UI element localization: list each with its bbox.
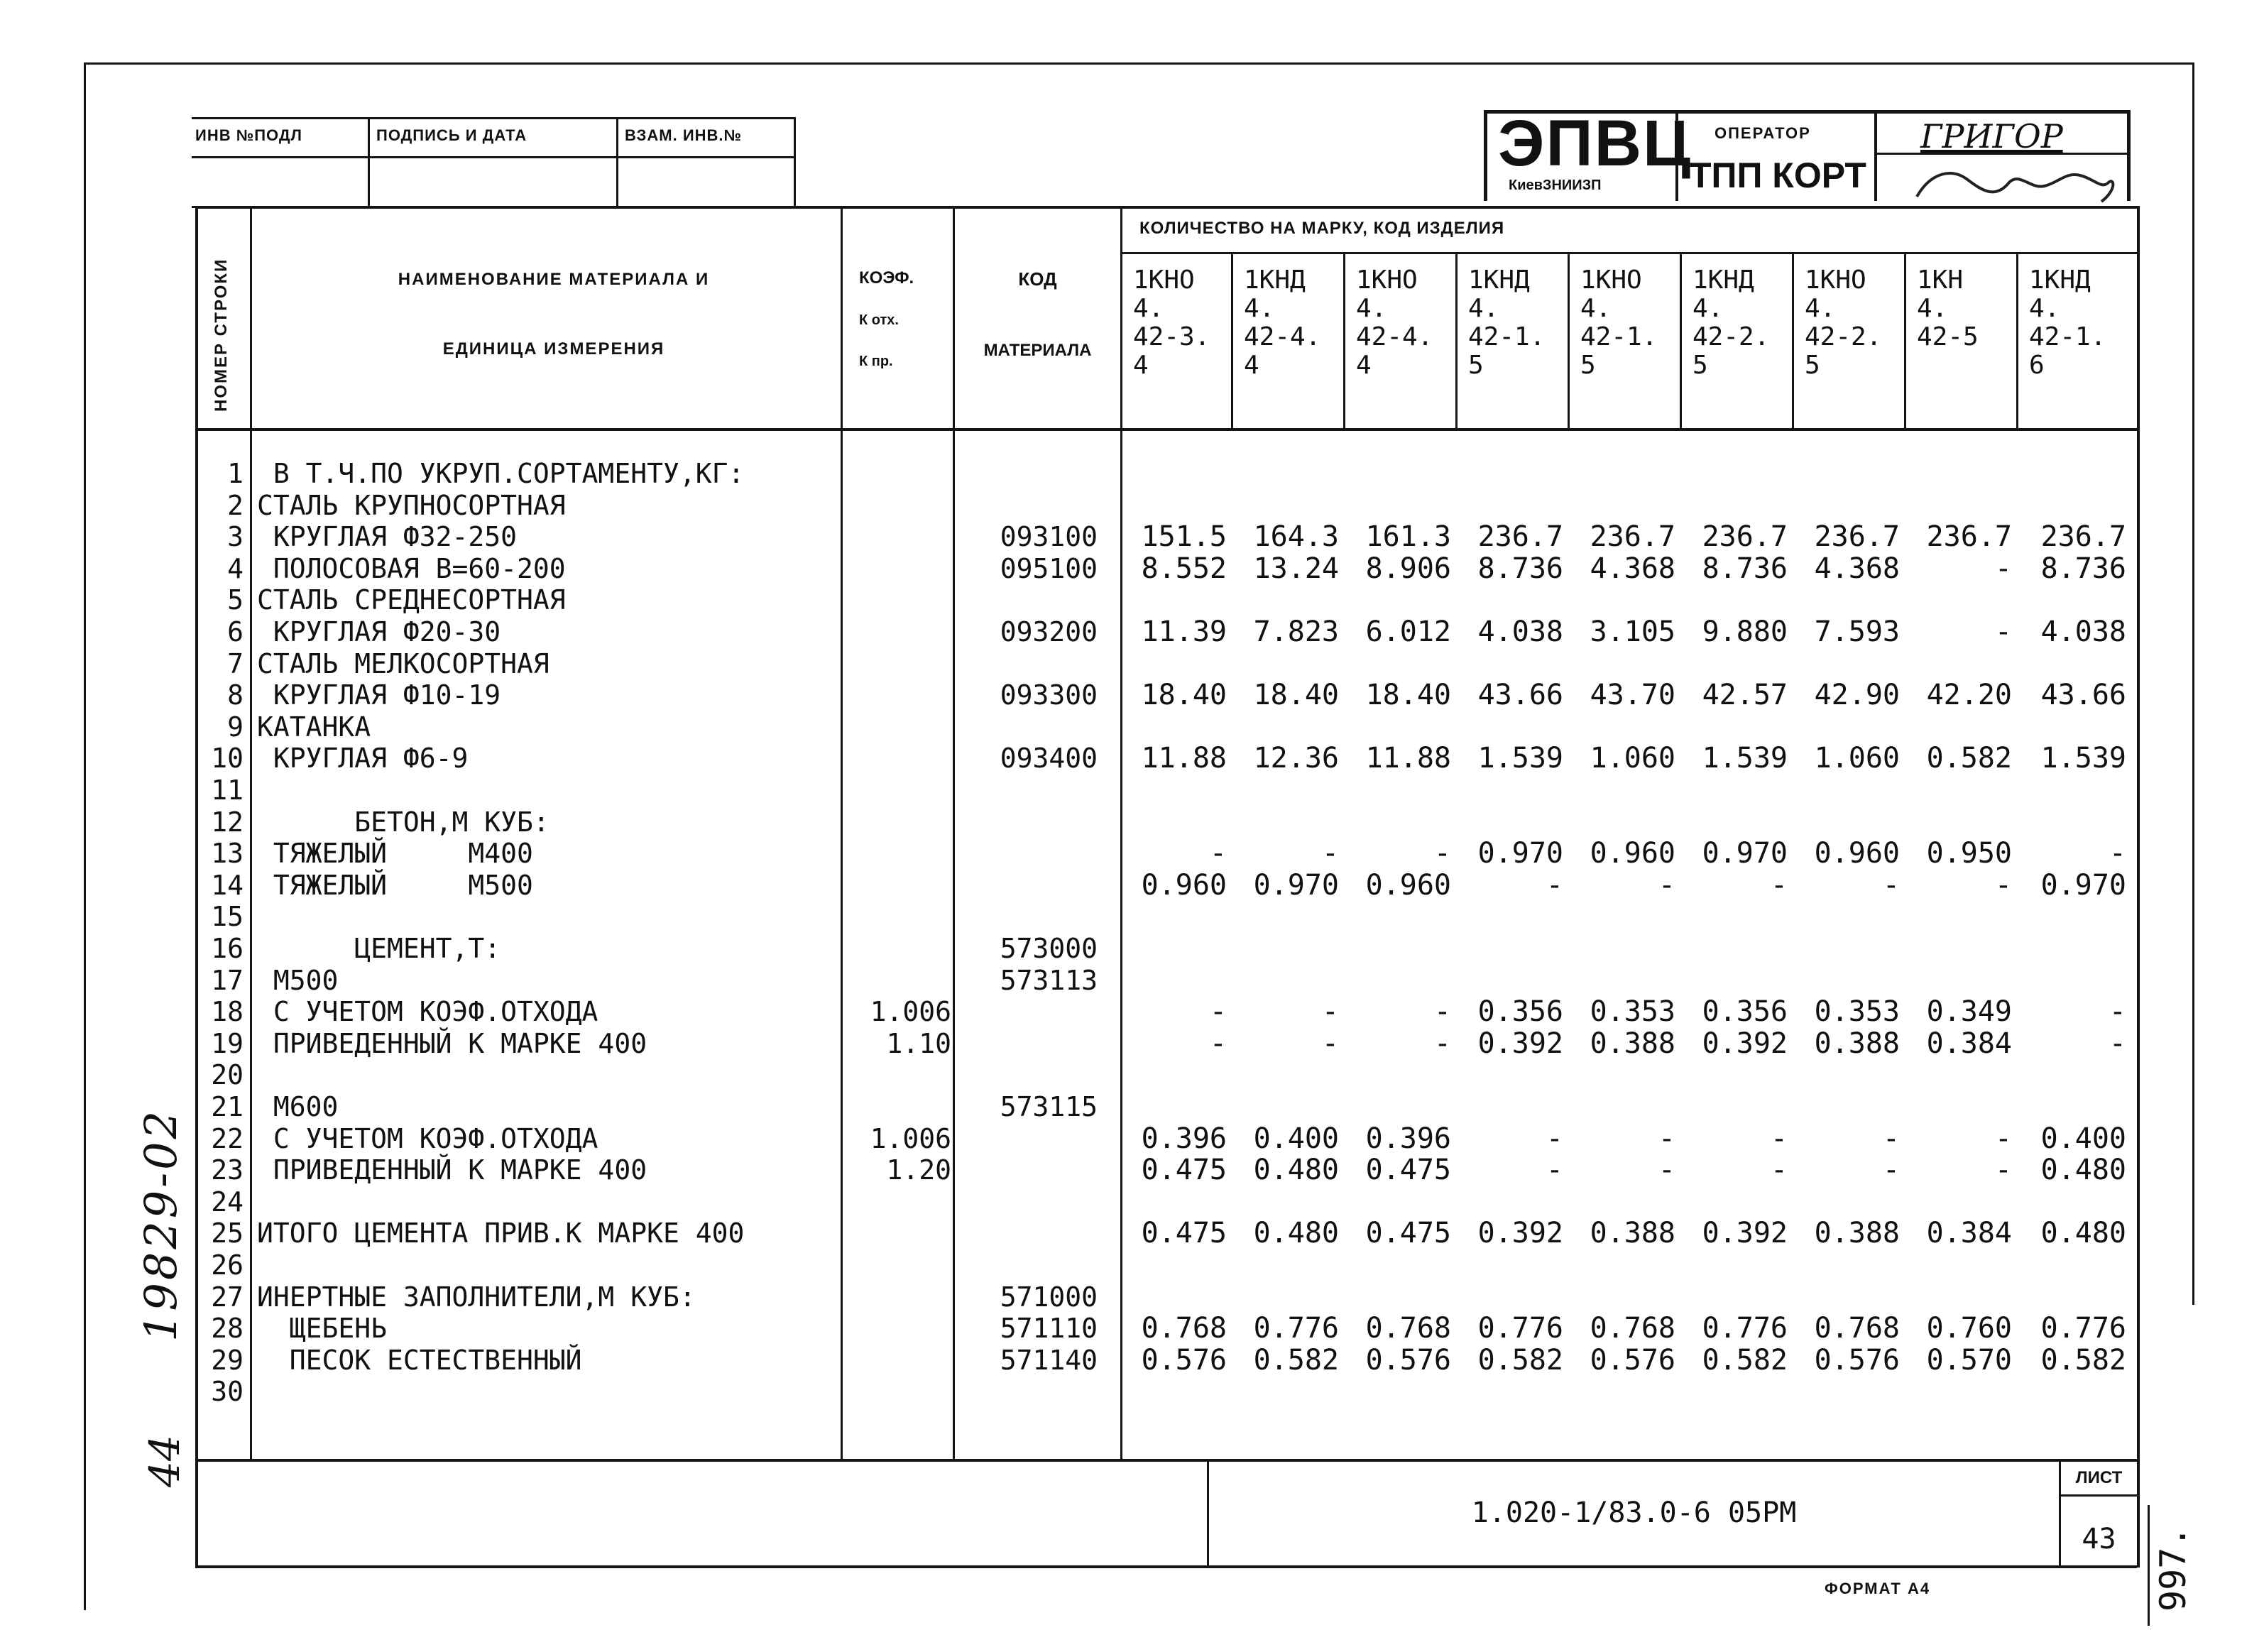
header-material-line2: ЕДИНИЦА ИЗМЕРЕНИЯ (442, 339, 665, 359)
material-name: ПРИВЕДЕННЫЙ К МАРКЕ 400 (257, 1154, 647, 1186)
material-name: ПРИВЕДЕННЫЙ К МАРКЕ 400 (257, 1028, 647, 1059)
quantity-value: 0.950 (1926, 837, 2012, 870)
department-name: ТПП КОРТ (1690, 155, 1866, 195)
header-code-line1: КОД (1018, 268, 1057, 290)
quantity-value: 11.88 (1365, 742, 1451, 775)
quantity-value: 0.392 (1702, 1217, 1788, 1249)
material-name: ИТОГО ЦЕМЕНТА ПРИВ.К МАРКЕ 400 (257, 1218, 745, 1249)
koef-value: 1.006 (870, 1123, 951, 1154)
material-code: 571140 (1000, 1345, 1098, 1376)
quantity-value: 18.40 (1365, 679, 1451, 711)
row-number: 23 (211, 1154, 244, 1186)
row-number: 3 (227, 521, 244, 552)
material-name: ТЯЖЕЛЫЙ М500 (257, 870, 533, 901)
material-name: М500 (257, 965, 339, 996)
row-number: 13 (211, 838, 244, 869)
material-code: 093400 (1000, 743, 1098, 774)
org-logo: ЭПВЦ (1498, 107, 1692, 180)
row-number: 16 (211, 933, 244, 964)
quantity-value: 6.012 (1365, 616, 1451, 648)
quantity-value: - (2109, 995, 2126, 1028)
org-logo-sub: КиевЗНИИЗП (1509, 177, 1602, 193)
quantity-value: - (1433, 837, 1451, 870)
quantity-value: - (1994, 1122, 2012, 1155)
row-number: 30 (211, 1376, 244, 1407)
quantity-value: 0.480 (2040, 1154, 2126, 1186)
quantity-value: 1.539 (1702, 742, 1788, 775)
quantity-value: 1.060 (1814, 742, 1900, 775)
operator-label: ОПЕРАТОР (1715, 124, 1811, 142)
quantity-value: 0.475 (1141, 1217, 1227, 1249)
row-number: 10 (211, 743, 244, 774)
quantity-value: 8.552 (1141, 552, 1227, 585)
quantity-value: - (1994, 869, 2012, 902)
row-number: 1 (227, 458, 244, 489)
quantity-value: 42.20 (1926, 679, 2012, 711)
quantity-value: 0.384 (1926, 1027, 2012, 1060)
quantity-value: 0.384 (1926, 1217, 2012, 1249)
quantity-value: 0.576 (1141, 1344, 1227, 1377)
quantity-value: - (1658, 1122, 1675, 1155)
koef-value: 1.006 (870, 996, 951, 1027)
material-name: В Т.Ч.ПО УКРУП.СОРТАМЕНТУ,КГ: (257, 458, 745, 489)
quantity-value: 0.396 (1365, 1122, 1451, 1155)
row-number: 15 (211, 901, 244, 932)
quantity-value: 8.736 (1477, 552, 1563, 585)
quantity-value: 42.57 (1702, 679, 1788, 711)
quantity-value: 0.768 (1814, 1312, 1900, 1345)
quantity-value: 0.570 (1926, 1344, 2012, 1377)
quantity-value: 164.3 (1253, 520, 1339, 553)
material-name: ЦЕМЕНТ,Т: (257, 933, 501, 964)
row-number: 8 (227, 679, 244, 711)
quantity-value: 0.392 (1702, 1027, 1788, 1060)
row-number: 4 (227, 553, 244, 584)
quantity-value: 12.36 (1253, 742, 1339, 775)
quantity-value: 0.388 (1814, 1217, 1900, 1249)
quantity-value: 236.7 (1926, 520, 2012, 553)
quantity-value: 0.353 (1814, 995, 1900, 1028)
quantity-value: 0.356 (1477, 995, 1563, 1028)
quantity-value: - (1433, 1027, 1451, 1060)
quantity-value: 11.88 (1141, 742, 1227, 775)
quantity-value: 0.776 (1477, 1312, 1563, 1345)
quantity-value: 0.776 (1253, 1312, 1339, 1345)
outer-frame-left (84, 62, 86, 1610)
material-code: 093200 (1000, 616, 1098, 647)
material-name: С УЧЕТОМ КОЭФ.ОТХОДА (257, 996, 598, 1027)
quantity-value: 0.475 (1365, 1154, 1451, 1186)
quantity-value: 1.539 (1477, 742, 1563, 775)
quantity-value: 0.768 (1365, 1312, 1451, 1345)
header-quantity-title: КОЛИЧЕСТВО НА МАРКУ, КОД ИЗДЕЛИЯ (1139, 219, 1505, 238)
outer-frame-right (2192, 62, 2194, 1305)
quantity-value: 0.960 (1814, 837, 1900, 870)
quantity-value: 0.582 (1477, 1344, 1563, 1377)
format-label: ФОРМАТ А4 (1825, 1580, 1931, 1597)
quantity-value: 0.480 (1253, 1217, 1339, 1249)
stamp-podpis-data: ПОДПИСЬ И ДАТА (376, 126, 527, 144)
quantity-value: 0.475 (1365, 1217, 1451, 1249)
quantity-value: 3.105 (1590, 616, 1675, 648)
quantity-value: - (2109, 1027, 2126, 1060)
quantity-value: 0.576 (1814, 1344, 1900, 1377)
quantity-value: 0.582 (1926, 742, 2012, 775)
quantity-value: 0.356 (1702, 995, 1788, 1028)
sheet-number: 43 (2082, 1523, 2116, 1555)
koef-value: 1.20 (886, 1154, 951, 1186)
material-code: 571000 (1000, 1281, 1098, 1313)
header-material-line1: НАИМЕНОВАНИЕ МАТЕРИАЛА И (398, 270, 710, 289)
quantity-value: - (1994, 616, 2012, 648)
material-name: КРУГЛАЯ Ф32-250 (257, 521, 518, 552)
row-number: 28 (211, 1313, 244, 1344)
material-name: ПОЛОСОВАЯ В=60-200 (257, 553, 566, 584)
quantity-value: 0.760 (1926, 1312, 2012, 1345)
header-koef-line2: К отх. (859, 312, 899, 328)
material-name: КРУГЛАЯ Ф20-30 (257, 616, 501, 647)
quantity-value: - (1658, 1154, 1675, 1186)
quantity-value: 4.368 (1590, 552, 1675, 585)
row-number: 11 (211, 775, 244, 806)
quantity-value: - (1882, 869, 1900, 902)
outer-frame-top (84, 62, 2192, 65)
quantity-value: - (1321, 837, 1339, 870)
quantity-value: 43.70 (1590, 679, 1675, 711)
quantity-value: - (1321, 1027, 1339, 1060)
quantity-value: 0.970 (1702, 837, 1788, 870)
quantity-value: 4.038 (2040, 616, 2126, 648)
quantity-value: - (1546, 1154, 1563, 1186)
row-number: 18 (211, 996, 244, 1027)
quantity-value: 4.038 (1477, 616, 1563, 648)
quantity-value: 0.970 (1477, 837, 1563, 870)
material-code: 095100 (1000, 553, 1098, 584)
header-koef-line3: К пр. (859, 354, 893, 369)
material-code: 093100 (1000, 521, 1098, 552)
quantity-value: 8.906 (1365, 552, 1451, 585)
row-number: 6 (227, 616, 244, 647)
row-number: 25 (211, 1218, 244, 1249)
quantity-value: 0.475 (1141, 1154, 1227, 1186)
quantity-value: 0.776 (1702, 1312, 1788, 1345)
quantity-value: 8.736 (1702, 552, 1788, 585)
quantity-value: 161.3 (1365, 520, 1451, 553)
quantity-value: 236.7 (1814, 520, 1900, 553)
quantity-value: 0.400 (1253, 1122, 1339, 1155)
quantity-value: 0.960 (1590, 837, 1675, 870)
quantity-value: 1.060 (1590, 742, 1675, 775)
quantity-value: 1.539 (2040, 742, 2126, 775)
row-number: 19 (211, 1028, 244, 1059)
quantity-value: 0.396 (1141, 1122, 1227, 1155)
quantity-value: 8.736 (2040, 552, 2126, 585)
row-number: 20 (211, 1059, 244, 1090)
material-name: ИНЕРТНЫЕ ЗАПОЛНИТЕЛИ,М КУБ: (257, 1281, 696, 1313)
row-number: 21 (211, 1091, 244, 1122)
quantity-value: 236.7 (2040, 520, 2126, 553)
quantity-value: 0.970 (2040, 869, 2126, 902)
quantity-value: 0.960 (1141, 869, 1227, 902)
quantity-value: 0.388 (1590, 1217, 1675, 1249)
quantity-value: 151.5 (1141, 520, 1227, 553)
material-name: КРУГЛАЯ Ф6-9 (257, 743, 469, 774)
document-code: 1.020-1/83.0-6 05РМ (1471, 1497, 1797, 1529)
quantity-value: 42.90 (1814, 679, 1900, 711)
row-number: 29 (211, 1345, 244, 1376)
quantity-value: - (1321, 995, 1339, 1028)
quantity-value: 236.7 (1590, 520, 1675, 553)
sheet-label: ЛИСТ (2075, 1468, 2123, 1487)
quantity-value: 0.768 (1590, 1312, 1675, 1345)
material-name: М600 (257, 1091, 339, 1122)
material-name: БЕТОН,М КУБ: (257, 806, 549, 838)
row-number: 2 (227, 490, 244, 521)
koef-value: 1.10 (886, 1028, 951, 1059)
quantity-value: 0.582 (2040, 1344, 2126, 1377)
row-number: 14 (211, 870, 244, 901)
header-koef-line1: КОЭФ. (859, 268, 914, 288)
material-name: КАТАНКА (257, 711, 371, 743)
material-name: ЩЕБЕНЬ (257, 1313, 388, 1344)
page-number: 44 (141, 1435, 189, 1487)
quantity-value: 0.353 (1590, 995, 1675, 1028)
row-number: 9 (227, 711, 244, 743)
quantity-value: - (1994, 552, 2012, 585)
row-number: 24 (211, 1186, 244, 1218)
stamp-inv-podl: ИНВ №ПОДЛ (195, 126, 302, 144)
quantity-value: 0.349 (1926, 995, 2012, 1028)
material-code: 573000 (1000, 933, 1098, 964)
quantity-value: 18.40 (1253, 679, 1339, 711)
header-code-line2: МАТЕРИАЛА (983, 341, 1092, 360)
quantity-value: 0.576 (1365, 1344, 1451, 1377)
quantity-value: 13.24 (1253, 552, 1339, 585)
quantity-value: 0.388 (1814, 1027, 1900, 1060)
operator-name: ГРИГОР (1920, 117, 2063, 155)
quantity-value: 0.776 (2040, 1312, 2126, 1345)
quantity-value: 0.960 (1365, 869, 1451, 902)
material-name: СТАЛЬ МЕЛКОСОРТНАЯ (257, 648, 549, 679)
side-code: 997. (2153, 1526, 2194, 1612)
quantity-value: 0.970 (1253, 869, 1339, 902)
quantity-value: - (1770, 1122, 1788, 1155)
archive-number: 19829-02 (135, 1107, 187, 1342)
quantity-value: - (1658, 869, 1675, 902)
quantity-value: - (1770, 869, 1788, 902)
row-number: 22 (211, 1123, 244, 1154)
quantity-value: 0.392 (1477, 1217, 1563, 1249)
material-name: С УЧЕТОМ КОЭФ.ОТХОДА (257, 1123, 598, 1154)
quantity-value: - (1433, 995, 1451, 1028)
quantity-value: 7.823 (1253, 616, 1339, 648)
quantity-value: 0.576 (1590, 1344, 1675, 1377)
quantity-value: 43.66 (1477, 679, 1563, 711)
material-name: ПЕСОК ЕСТЕСТВЕННЫЙ (257, 1345, 582, 1376)
quantity-value: 4.368 (1814, 552, 1900, 585)
quantity-value: 0.768 (1141, 1312, 1227, 1345)
quantity-value: - (1209, 837, 1227, 870)
stamp-vzam-inv: ВЗАМ. ИНВ.№ (625, 126, 743, 144)
quantity-value: 0.480 (1253, 1154, 1339, 1186)
quantity-value: 9.880 (1702, 616, 1788, 648)
quantity-value: 11.39 (1141, 616, 1227, 648)
material-code: 571110 (1000, 1313, 1098, 1344)
quantity-value: 0.388 (1590, 1027, 1675, 1060)
material-name: СТАЛЬ СРЕДНЕСОРТНАЯ (257, 584, 566, 616)
row-number: 12 (211, 806, 244, 838)
quantity-value: - (1770, 1154, 1788, 1186)
row-number: 7 (227, 648, 244, 679)
quantity-value: 0.582 (1702, 1344, 1788, 1377)
material-name: КРУГЛАЯ Ф10-19 (257, 679, 501, 711)
row-number: 5 (227, 584, 244, 616)
quantity-value: - (1994, 1154, 2012, 1186)
quantity-value: - (1882, 1154, 1900, 1186)
quantity-value: 0.392 (1477, 1027, 1563, 1060)
row-number: 17 (211, 965, 244, 996)
quantity-value: 236.7 (1702, 520, 1788, 553)
material-name: ТЯЖЕЛЫЙ М400 (257, 838, 533, 869)
quantity-value: 0.582 (1253, 1344, 1339, 1377)
quantity-value: 7.593 (1814, 616, 1900, 648)
quantity-value: 43.66 (2040, 679, 2126, 711)
material-code: 573113 (1000, 965, 1098, 996)
quantity-value: - (2109, 837, 2126, 870)
quantity-value: 236.7 (1477, 520, 1563, 553)
header-row-number: НОМЕР СТРОКИ (212, 258, 231, 412)
material-code: 093300 (1000, 679, 1098, 711)
quantity-value: 0.480 (2040, 1217, 2126, 1249)
quantity-value: - (1546, 1122, 1563, 1155)
quantity-value: - (1882, 1122, 1900, 1155)
row-number: 26 (211, 1249, 244, 1281)
quantity-value: - (1546, 869, 1563, 902)
material-code: 573115 (1000, 1091, 1098, 1122)
material-name: СТАЛЬ КРУПНОСОРТНАЯ (257, 490, 566, 521)
quantity-value: - (1209, 995, 1227, 1028)
row-number: 27 (211, 1281, 244, 1313)
quantity-value: - (1209, 1027, 1227, 1060)
quantity-value: 18.40 (1141, 679, 1227, 711)
quantity-value: 0.400 (2040, 1122, 2126, 1155)
